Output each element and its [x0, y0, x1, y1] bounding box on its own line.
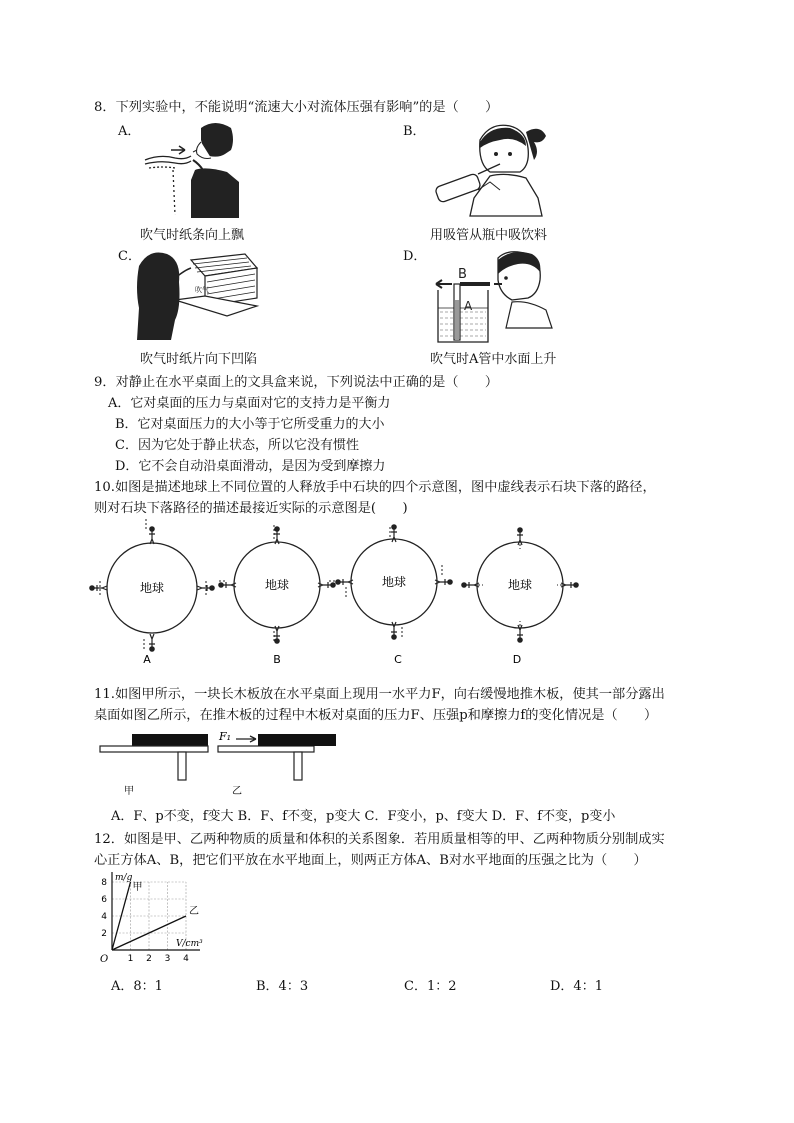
globe-d — [462, 528, 578, 666]
globe-a-label: 地球 — [139, 581, 165, 595]
q12-option-d: D．4：1 — [550, 979, 603, 994]
q11-board-jia — [132, 734, 208, 746]
globe-b — [218, 525, 336, 666]
q11-stem-line1: 11.如图甲所示，一块长木板放在水平桌面上现用一水平力F，向右缓慢地推木板，使其一部分露出 — [94, 687, 665, 702]
chart-series-label-0: 甲 — [132, 882, 143, 893]
q8-figure-c — [135, 248, 265, 343]
q8-caption-d: 吹气时A管中水面上升 — [430, 352, 557, 367]
q8-d-label-b: B — [458, 267, 467, 282]
chart-y-tick-2: 2 — [101, 929, 107, 939]
q8-d-label-a: A — [464, 299, 473, 313]
q8-figure-a — [135, 120, 245, 220]
globe-d-label: 地球 — [507, 578, 533, 592]
q9-option-a: A．它对桌面的压力与桌面对它的支持力是平衡力 — [108, 396, 391, 411]
q12-option-b: B．4：3 — [256, 979, 309, 994]
q8-caption-b: 用吸管从瓶中吸饮料 — [430, 228, 548, 243]
chart-y-tick-6: 6 — [101, 895, 107, 905]
q8-c-blow-label: 吹气 — [195, 286, 209, 294]
q11-figure — [100, 728, 340, 798]
q11-board-yi — [258, 734, 336, 746]
globe-c-label: 地球 — [381, 575, 407, 589]
globe-c-letter: C — [394, 653, 402, 666]
chart-origin-label: O — [100, 954, 109, 965]
globe-d-letter: D — [512, 653, 522, 666]
q8-option-d-letter: D． — [403, 249, 427, 264]
q9-option-b: B．它对桌面压力的大小等于它所受重力的大小 — [115, 417, 385, 432]
q8-caption-c: 吹气时纸片向下凹陷 — [140, 352, 258, 367]
q8-option-c-letter: C． — [118, 249, 141, 264]
q11-table-jia — [100, 746, 208, 752]
q8-caption-a: 吹气时纸条向上飘 — [140, 228, 245, 243]
chart-y-tick-8: 8 — [101, 878, 107, 888]
q11-table-yi — [218, 746, 314, 752]
q12-stem-line1: 12．如图是甲、乙两种物质的质量和体积的关系图象．若用质量相等的甲、乙两种物质分别制成实 — [94, 832, 665, 847]
q11-label-yi: 乙 — [232, 786, 242, 797]
q12-option-c: C．1：2 — [404, 979, 457, 994]
globe-b-letter: B — [273, 653, 281, 666]
q11-stem-line2: 桌面如图乙所示，在推木板的过程中木板对桌面的压力F、压强p和摩擦力f的变化情况是（ ） — [94, 708, 658, 723]
chart-y-label: m/g — [115, 873, 133, 883]
globe-a-letter: A — [143, 653, 151, 666]
q12-mass-volume-chart — [90, 870, 210, 970]
q11-label-jia: 甲 — [124, 786, 134, 797]
q12-stem-line2: 心正方体A、B，把它们平放在水平地面上，则两正方体A、B对水平地面的压强之比为（ ） — [94, 853, 647, 868]
globe-b-label: 地球 — [264, 578, 290, 592]
q8-option-b-letter: B． — [403, 124, 426, 139]
globe-a — [90, 517, 214, 666]
q8-figure-b — [430, 120, 560, 220]
chart-x-label: V/cm³ — [176, 939, 203, 949]
q8-stem: 8．下列实验中，不能说明“流速大小对流体压强有影响”的是（ ） — [94, 100, 499, 115]
q10-globes-figure — [90, 535, 590, 665]
chart-x-tick-3: 3 — [164, 954, 171, 964]
q8-option-a-letter: A． — [118, 124, 141, 139]
chart-x-tick-2: 2 — [146, 954, 152, 964]
q10-stem-line2: 则对石块下落路径的描述最接近实际的示意图是( ) — [94, 501, 408, 516]
q9-option-d: D．它不会自动沿桌面滑动，是因为受到摩擦力 — [115, 459, 386, 474]
q11-force-label: F₁ — [219, 730, 232, 743]
q11-options: A．F、p不变，f变大 B．F、f不变，p变大 C．F变小，p、f变大 D．F、f不变，p变小 — [111, 809, 616, 824]
q9-stem: 9．对静止在水平桌面上的文具盒来说，下列说法中正确的是（ ） — [94, 375, 499, 390]
q9-option-c: C．因为它处于静止状态，所以它没有惯性 — [115, 438, 359, 453]
chart-x-tick-1: 1 — [127, 954, 134, 964]
q12-option-a: A．8：1 — [111, 979, 163, 994]
q8-figure-d — [428, 250, 568, 345]
globe-c — [336, 525, 452, 666]
chart-series-label-1: 乙 — [189, 906, 199, 917]
q10-stem-line1: 10.如图是描述地球上不同位置的人释放手中石块的四个示意图，图中虚线表示石块下落的路径， — [94, 480, 656, 495]
chart-y-tick-4: 4 — [101, 912, 107, 922]
chart-x-tick-4: 4 — [183, 954, 189, 964]
